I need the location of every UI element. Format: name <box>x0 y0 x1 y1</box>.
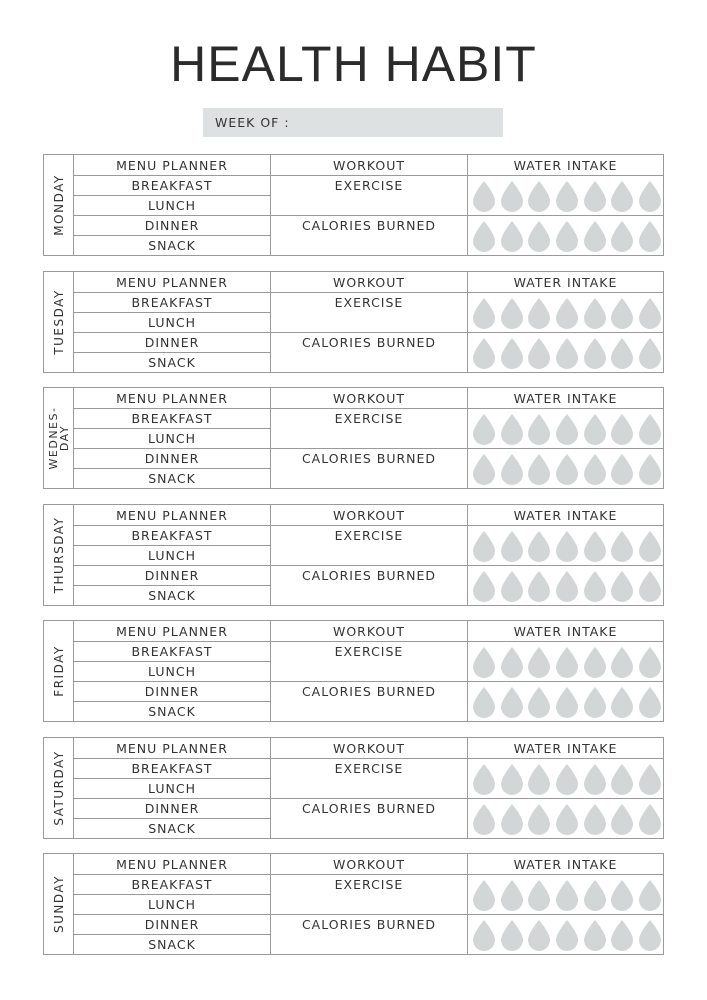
day-block-2 <box>43 271 664 373</box>
water-drop-icon[interactable] <box>610 803 634 835</box>
water-drop-icon[interactable] <box>583 453 607 485</box>
workout-header: WORKOUT <box>271 854 468 875</box>
water-drop-icon[interactable] <box>555 453 579 485</box>
meal-dinner[interactable]: DINNER <box>74 566 271 586</box>
water-drop-icon[interactable] <box>583 919 607 951</box>
workout-calories-burned[interactable]: CALORIES BURNED <box>271 449 468 469</box>
meal-snack[interactable]: SNACK <box>74 819 271 839</box>
workout-calories-entry[interactable] <box>271 935 468 955</box>
water-drop-icon[interactable] <box>472 530 496 562</box>
meal-breakfast[interactable]: BREAKFAST <box>74 293 271 313</box>
water-drop-icon[interactable] <box>555 413 579 445</box>
water-drop-icon[interactable] <box>500 180 524 212</box>
workout-header: WORKOUT <box>271 738 468 759</box>
water-drop-icon[interactable] <box>610 530 634 562</box>
water-intake-header: WATER INTAKE <box>468 388 663 409</box>
workout-exercise[interactable]: EXERCISE <box>271 176 468 196</box>
day-label-cell <box>44 854 74 954</box>
workout-calories-burned[interactable]: CALORIES BURNED <box>271 333 468 353</box>
workout-exercise-entry[interactable] <box>271 662 468 682</box>
meal-breakfast[interactable]: BREAKFAST <box>74 642 271 662</box>
meal-breakfast[interactable]: BREAKFAST <box>74 526 271 546</box>
water-drop-icon[interactable] <box>638 337 662 369</box>
water-drop-icon[interactable] <box>500 763 524 795</box>
day-block-4 <box>43 504 664 606</box>
water-drop-icon[interactable] <box>500 570 524 602</box>
meal-dinner[interactable]: DINNER <box>74 682 271 702</box>
water-divider <box>468 798 663 799</box>
day-label: FRIDAY <box>52 645 66 697</box>
water-drop-icon[interactable] <box>638 297 662 329</box>
water-drop-icon[interactable] <box>555 686 579 718</box>
water-drop-icon[interactable] <box>472 879 496 911</box>
meal-dinner[interactable]: DINNER <box>74 216 271 236</box>
water-drop-icon[interactable] <box>583 180 607 212</box>
water-drops-row-2 <box>472 218 662 254</box>
water-drop-icon[interactable] <box>555 570 579 602</box>
menu-planner-header: MENU PLANNER <box>74 738 271 759</box>
water-drop-icon[interactable] <box>472 337 496 369</box>
water-drop-icon[interactable] <box>555 879 579 911</box>
meal-snack[interactable]: SNACK <box>74 236 271 256</box>
water-drop-icon[interactable] <box>638 646 662 678</box>
meal-dinner[interactable]: DINNER <box>74 799 271 819</box>
water-drop-icon[interactable] <box>500 919 524 951</box>
water-drop-icon[interactable] <box>500 646 524 678</box>
water-drop-icon[interactable] <box>638 763 662 795</box>
week-of-label: WEEK OF : <box>215 115 290 130</box>
water-drop-icon[interactable] <box>527 879 551 911</box>
water-drop-icon[interactable] <box>610 919 634 951</box>
menu-planner-header: MENU PLANNER <box>74 505 271 526</box>
day-label: SUNDAY <box>52 874 66 934</box>
water-drop-icon[interactable] <box>638 686 662 718</box>
water-drop-icon[interactable] <box>610 763 634 795</box>
day-block-6 <box>43 737 664 839</box>
meal-lunch[interactable]: LUNCH <box>74 313 271 333</box>
water-drop-icon[interactable] <box>500 453 524 485</box>
water-drops-row-2 <box>472 801 662 837</box>
water-drop-icon[interactable] <box>500 297 524 329</box>
meal-breakfast[interactable]: BREAKFAST <box>74 409 271 429</box>
water-drops-row-1 <box>472 761 662 797</box>
water-drop-icon[interactable] <box>500 803 524 835</box>
water-intake-header: WATER INTAKE <box>468 272 663 293</box>
meal-lunch[interactable]: LUNCH <box>74 895 271 915</box>
water-drop-icon[interactable] <box>638 220 662 252</box>
workout-calories-burned[interactable]: CALORIES BURNED <box>271 682 468 702</box>
water-drop-icon[interactable] <box>583 413 607 445</box>
water-drops-row-1 <box>472 528 662 564</box>
meal-snack[interactable]: SNACK <box>74 586 271 606</box>
day-block-3 <box>43 387 664 489</box>
workout-exercise-entry[interactable] <box>271 196 468 216</box>
water-drops-row-2 <box>472 684 662 720</box>
water-intake-header: WATER INTAKE <box>468 505 663 526</box>
workout-exercise-entry[interactable] <box>271 313 468 333</box>
meal-dinner[interactable]: DINNER <box>74 915 271 935</box>
day-label-cell <box>44 738 74 838</box>
water-drop-icon[interactable] <box>583 686 607 718</box>
meal-lunch[interactable]: LUNCH <box>74 429 271 449</box>
day-label-cell <box>44 155 74 255</box>
water-drop-icon[interactable] <box>555 803 579 835</box>
water-drop-icon[interactable] <box>500 413 524 445</box>
workout-exercise-entry[interactable] <box>271 779 468 799</box>
water-drop-icon[interactable] <box>583 803 607 835</box>
workout-calories-entry[interactable] <box>271 586 468 606</box>
water-drop-icon[interactable] <box>527 646 551 678</box>
water-drop-icon[interactable] <box>610 453 634 485</box>
day-label-cell <box>44 505 74 605</box>
water-drops-row-2 <box>472 917 662 953</box>
water-drop-icon[interactable] <box>527 337 551 369</box>
water-drops-row-1 <box>472 644 662 680</box>
workout-header: WORKOUT <box>271 505 468 526</box>
water-intake-header: WATER INTAKE <box>468 621 663 642</box>
water-drop-icon[interactable] <box>610 646 634 678</box>
workout-exercise-entry[interactable] <box>271 895 468 915</box>
water-drop-icon[interactable] <box>472 413 496 445</box>
water-drop-icon[interactable] <box>527 686 551 718</box>
water-drop-icon[interactable] <box>500 337 524 369</box>
meal-lunch[interactable]: LUNCH <box>74 779 271 799</box>
water-drop-icon[interactable] <box>527 803 551 835</box>
water-drop-icon[interactable] <box>527 220 551 252</box>
day-label: THURSDAY <box>52 516 66 594</box>
water-drop-icon[interactable] <box>583 220 607 252</box>
day-label: TUESDAY <box>52 289 66 355</box>
water-drop-icon[interactable] <box>638 530 662 562</box>
water-drop-icon[interactable] <box>610 686 634 718</box>
workout-calories-burned[interactable]: CALORIES BURNED <box>271 915 468 935</box>
water-drop-icon[interactable] <box>610 297 634 329</box>
workout-calories-burned[interactable]: CALORIES BURNED <box>271 216 468 236</box>
water-drop-icon[interactable] <box>555 297 579 329</box>
water-drop-icon[interactable] <box>472 763 496 795</box>
workout-calories-entry[interactable] <box>271 353 468 373</box>
meal-breakfast[interactable]: BREAKFAST <box>74 176 271 196</box>
water-drop-icon[interactable] <box>472 297 496 329</box>
day-block-5 <box>43 620 664 722</box>
water-drop-icon[interactable] <box>472 803 496 835</box>
water-drop-icon[interactable] <box>638 413 662 445</box>
water-drop-icon[interactable] <box>610 413 634 445</box>
water-drop-icon[interactable] <box>583 297 607 329</box>
water-drop-icon[interactable] <box>583 763 607 795</box>
water-drop-icon[interactable] <box>527 530 551 562</box>
meal-breakfast[interactable]: BREAKFAST <box>74 759 271 779</box>
water-drop-icon[interactable] <box>555 180 579 212</box>
water-divider <box>468 914 663 915</box>
water-drop-icon[interactable] <box>527 763 551 795</box>
day-label: WEDNES- DAY <box>47 406 71 470</box>
water-drop-icon[interactable] <box>500 879 524 911</box>
water-intake-header: WATER INTAKE <box>468 738 663 759</box>
water-divider <box>468 448 663 449</box>
water-drop-icon[interactable] <box>527 919 551 951</box>
day-label-cell <box>44 621 74 721</box>
water-drop-icon[interactable] <box>610 337 634 369</box>
water-drop-icon[interactable] <box>638 919 662 951</box>
menu-planner-header: MENU PLANNER <box>74 621 271 642</box>
day-label: MONDAY <box>52 174 66 236</box>
workout-exercise-entry[interactable] <box>271 429 468 449</box>
workout-calories-burned[interactable]: CALORIES BURNED <box>271 566 468 586</box>
water-drops-row-2 <box>472 335 662 371</box>
workout-header: WORKOUT <box>271 272 468 293</box>
meal-breakfast[interactable]: BREAKFAST <box>74 875 271 895</box>
water-drop-icon[interactable] <box>527 180 551 212</box>
water-drop-icon[interactable] <box>527 453 551 485</box>
water-drop-icon[interactable] <box>610 180 634 212</box>
day-label-cell <box>44 272 74 372</box>
water-drop-icon[interactable] <box>500 686 524 718</box>
workout-calories-entry[interactable] <box>271 819 468 839</box>
workout-calories-burned[interactable]: CALORIES BURNED <box>271 799 468 819</box>
meal-snack[interactable]: SNACK <box>74 702 271 722</box>
water-drop-icon[interactable] <box>583 530 607 562</box>
water-drop-icon[interactable] <box>555 220 579 252</box>
workout-exercise-entry[interactable] <box>271 546 468 566</box>
workout-exercise[interactable]: EXERCISE <box>271 293 468 313</box>
day-label: SATURDAY <box>52 750 66 826</box>
workout-exercise[interactable]: EXERCISE <box>271 409 468 429</box>
water-divider <box>468 332 663 333</box>
water-drop-icon[interactable] <box>638 879 662 911</box>
water-drop-icon[interactable] <box>638 180 662 212</box>
water-drop-icon[interactable] <box>472 646 496 678</box>
workout-calories-entry[interactable] <box>271 236 468 256</box>
water-drop-icon[interactable] <box>583 570 607 602</box>
water-drops-row-1 <box>472 295 662 331</box>
water-drop-icon[interactable] <box>638 453 662 485</box>
menu-planner-header: MENU PLANNER <box>74 388 271 409</box>
meal-snack[interactable]: SNACK <box>74 353 271 373</box>
meal-snack[interactable]: SNACK <box>74 469 271 489</box>
water-drop-icon[interactable] <box>610 879 634 911</box>
meal-lunch[interactable]: LUNCH <box>74 196 271 216</box>
day-label-cell <box>44 388 74 488</box>
water-drops-row-2 <box>472 451 662 487</box>
workout-exercise[interactable]: EXERCISE <box>271 759 468 779</box>
water-drop-icon[interactable] <box>555 919 579 951</box>
water-drop-icon[interactable] <box>638 570 662 602</box>
water-divider <box>468 681 663 682</box>
meal-dinner[interactable]: DINNER <box>74 449 271 469</box>
day-block-1 <box>43 154 664 256</box>
menu-planner-header: MENU PLANNER <box>74 854 271 875</box>
water-drops-row-1 <box>472 877 662 913</box>
water-drop-icon[interactable] <box>527 297 551 329</box>
water-drop-icon[interactable] <box>555 337 579 369</box>
workout-header: WORKOUT <box>271 388 468 409</box>
water-drop-icon[interactable] <box>472 919 496 951</box>
water-drop-icon[interactable] <box>638 803 662 835</box>
meal-lunch[interactable]: LUNCH <box>74 546 271 566</box>
workout-exercise[interactable]: EXERCISE <box>271 642 468 662</box>
water-drop-icon[interactable] <box>583 646 607 678</box>
water-drops-row-2 <box>472 568 662 604</box>
water-drop-icon[interactable] <box>610 570 634 602</box>
workout-header: WORKOUT <box>271 621 468 642</box>
water-drop-icon[interactable] <box>583 879 607 911</box>
water-drop-icon[interactable] <box>472 570 496 602</box>
water-intake-header: WATER INTAKE <box>468 854 663 875</box>
water-divider <box>468 565 663 566</box>
water-drop-icon[interactable] <box>472 686 496 718</box>
water-drop-icon[interactable] <box>472 220 496 252</box>
water-drop-icon[interactable] <box>500 220 524 252</box>
water-drops-row-1 <box>472 411 662 447</box>
meal-dinner[interactable]: DINNER <box>74 333 271 353</box>
workout-exercise[interactable]: EXERCISE <box>271 526 468 546</box>
workout-calories-entry[interactable] <box>271 702 468 722</box>
day-block-7 <box>43 853 664 955</box>
workout-exercise[interactable]: EXERCISE <box>271 875 468 895</box>
water-drop-icon[interactable] <box>527 570 551 602</box>
water-drop-icon[interactable] <box>610 220 634 252</box>
water-drop-icon[interactable] <box>555 763 579 795</box>
meal-lunch[interactable]: LUNCH <box>74 662 271 682</box>
menu-planner-header: MENU PLANNER <box>74 272 271 293</box>
water-drop-icon[interactable] <box>555 530 579 562</box>
page-title: HEALTH HABIT <box>170 36 537 92</box>
water-drop-icon[interactable] <box>472 453 496 485</box>
water-drops-row-1 <box>472 178 662 214</box>
meal-snack[interactable]: SNACK <box>74 935 271 955</box>
water-intake-header: WATER INTAKE <box>468 155 663 176</box>
week-of-field[interactable] <box>203 108 503 137</box>
workout-header: WORKOUT <box>271 155 468 176</box>
water-drop-icon[interactable] <box>583 337 607 369</box>
water-divider <box>468 215 663 216</box>
menu-planner-header: MENU PLANNER <box>74 155 271 176</box>
workout-calories-entry[interactable] <box>271 469 468 489</box>
water-drop-icon[interactable] <box>527 413 551 445</box>
water-drop-icon[interactable] <box>472 180 496 212</box>
water-drop-icon[interactable] <box>555 646 579 678</box>
water-drop-icon[interactable] <box>500 530 524 562</box>
